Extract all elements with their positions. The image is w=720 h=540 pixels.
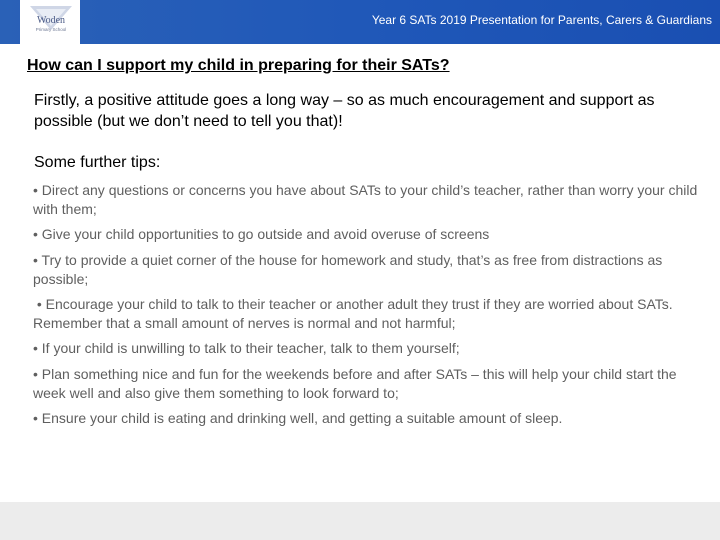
tip-item: • If your child is unwilling to talk to their teacher, talk to them yourself; <box>33 340 460 356</box>
tip-item: • Give your child opportunities to go outside and avoid overuse of screens <box>33 226 490 242</box>
tip-item: • Encourage your child to talk to their teacher or another adult they trust if they are worried about SATs. Remember that a small amount of nerves is normal and not harmful; <box>33 296 677 331</box>
presentation-title: Year 6 SATs 2019 Presentation for Parents, Carers & Guardians <box>371 13 712 27</box>
school-logo <box>20 0 80 44</box>
tip-item: • Plan something nice and fun for the weekends before and after SATs – this will help your child start the week well and also give them something to look forward to; <box>33 366 677 401</box>
school-logo-icon <box>20 0 80 44</box>
tips-heading: Some further tips: <box>34 154 161 171</box>
intro-paragraph: Firstly, a positive attitude goes a long way – so as much encouragement and support as possible (but we don’t need to tell you that)! <box>34 92 655 130</box>
footer-bar <box>0 502 720 540</box>
slide-heading: How can I support my child in preparing for their SATs? <box>27 57 450 74</box>
tip-item: • Try to provide a quiet corner of the house for homework and study, that’s as free from distractions as possible; <box>33 252 663 287</box>
svg-text:Primary School: Primary School <box>35 27 67 32</box>
svg-text:Woden: Woden <box>36 15 66 26</box>
header-bar <box>0 0 720 44</box>
tip-item: • Direct any questions or concerns you have about SATs to your child’s teacher, rather than worry your child with them; <box>33 182 698 217</box>
tip-item: • Ensure your child is eating and drinking well, and getting a suitable amount of sleep. <box>33 410 563 426</box>
